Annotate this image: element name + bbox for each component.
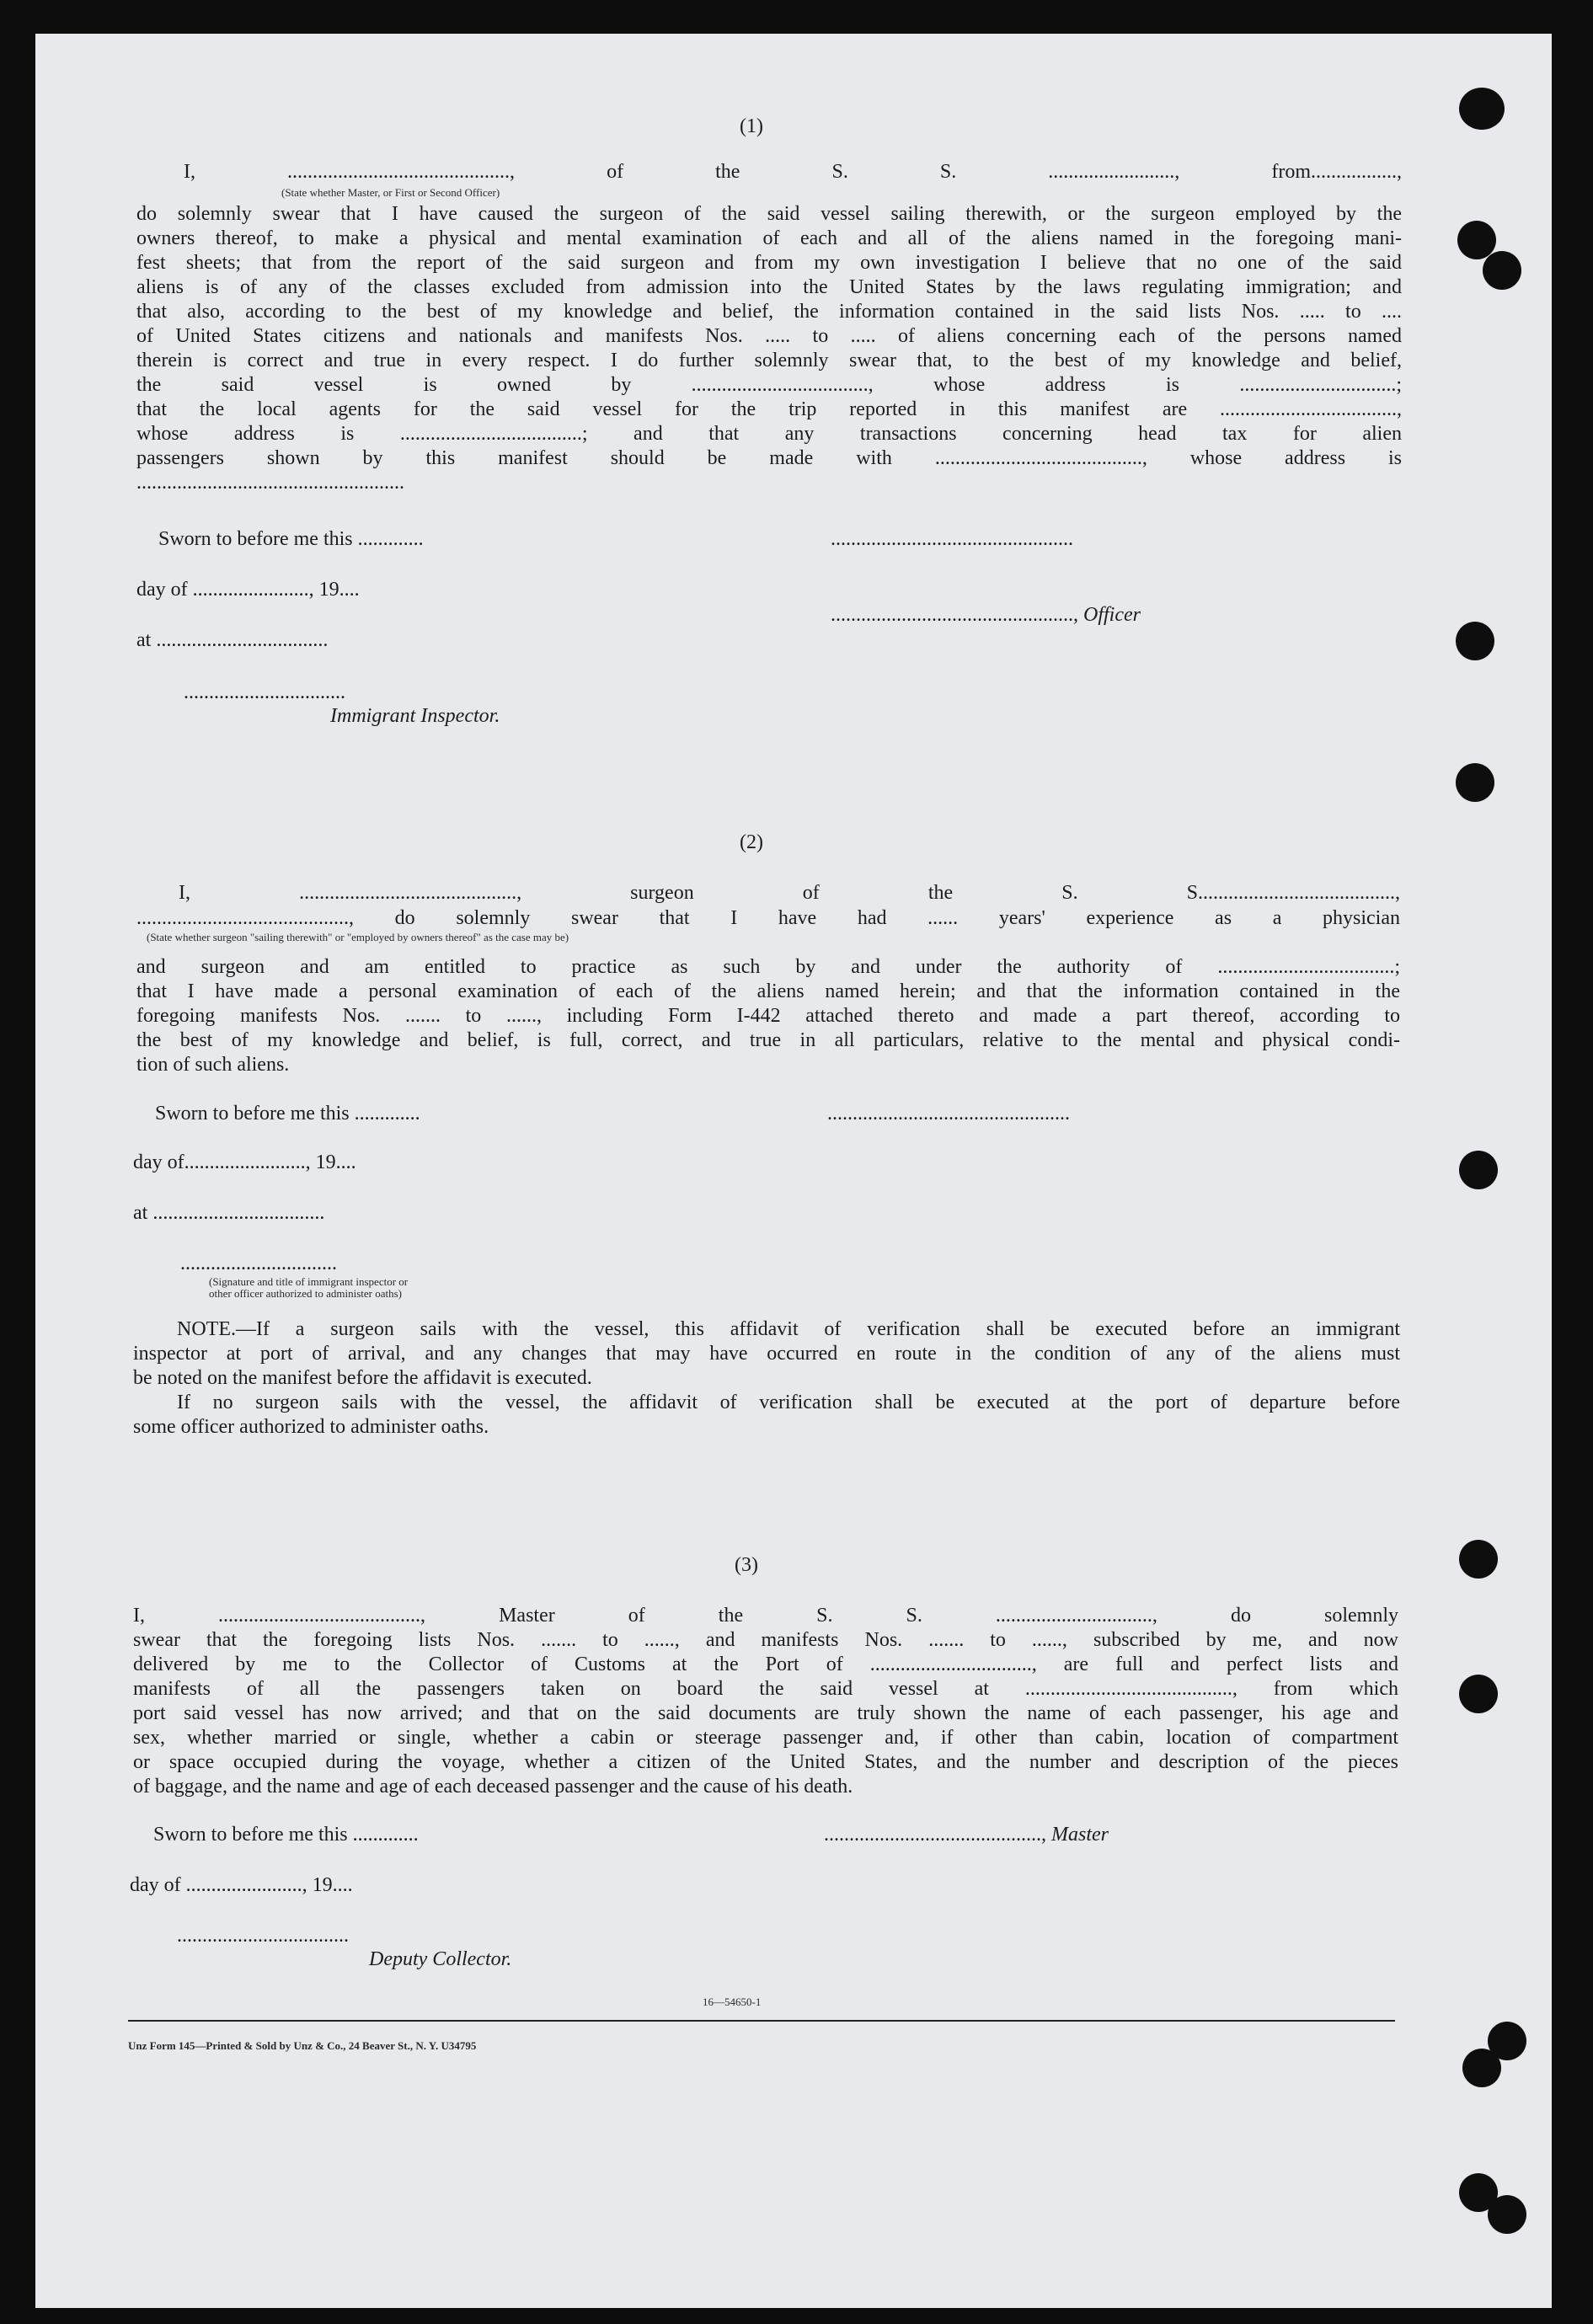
- section-3-master-line: [824, 1823, 1109, 1847]
- section-1-number: (1): [740, 115, 763, 137]
- section-1-sworn-line: Sworn to before me this .............: [158, 528, 424, 550]
- oath-line: the said vessel is owned by ..................................., whose address is ...............................;: [136, 374, 1402, 396]
- oath-line: foregoing manifests Nos. ....... to ......, including Form I-442 attached thereto and made a part thereof, according to: [136, 1005, 1400, 1027]
- section-1-at-line: at ..................................: [136, 629, 329, 651]
- section-2-surgeon-line: I, ..........................................., surgeon of the S. S.......................................,: [179, 882, 1400, 904]
- oath-line: swear that the foregoing lists Nos. ....... to ......, and manifests Nos. ....... to ......, subscribed by me, and now: [133, 1629, 1398, 1651]
- oath-line: sex, whether married or single, whether a cabin or steerage passenger and, if other than cabin, location of compartment: [133, 1727, 1398, 1749]
- footer-rule: [128, 2020, 1395, 2022]
- punch-hole: [1456, 763, 1494, 802]
- punch-hole: [1459, 88, 1505, 130]
- note-line: some officer authorized to administer oaths.: [133, 1416, 489, 1438]
- oath-line: or space occupied during the voyage, whether a citizen of the United States, and the number and description of the pieces: [133, 1751, 1398, 1773]
- oath-line: passengers shown by this manifest should be made with ........................................., whose address is: [136, 447, 1402, 469]
- officer-dots: ................................................,: [831, 604, 1083, 626]
- oath-line: manifests of all the passengers taken on board the said vessel at ........................................., from which: [133, 1678, 1398, 1700]
- oath-line: tion of such aliens.: [136, 1054, 290, 1076]
- section-2-sworn-line: Sworn to before me this .............: [155, 1103, 420, 1125]
- oath-line: delivered by me to the Collector of Customs at the Port of ................................, are full and perfect lists and: [133, 1654, 1398, 1675]
- oath-line: owners thereof, to make a physical and mental examination of each and all of the aliens named in the foregoing mani-: [136, 227, 1402, 249]
- section-1-officer-line: [831, 603, 1141, 628]
- note-line: be noted on the manifest before the affidavit is executed.: [133, 1367, 592, 1389]
- section-1-master-line: I, ............................................, of the S. S. ........................., from.................,: [184, 161, 1402, 183]
- section-2-surgeon-signature-line: ................................................: [827, 1103, 1070, 1125]
- punch-hole: [1456, 622, 1494, 660]
- note-line: If no surgeon sails with the vessel, the affidavit of verification shall be executed at the port of departure before: [177, 1392, 1400, 1413]
- section-2-signature-note: (Signature and title of immigrant inspector or: [209, 1275, 409, 1288]
- oath-line: whose address is ....................................; and that any transactions concerning head tax for alien: [136, 423, 1402, 445]
- section-1-inspector-label: Immigrant Inspector.: [330, 705, 500, 727]
- oath-line: fest sheets; that from the report of the said surgeon and from my own investigation I believe that no one of the said: [136, 252, 1402, 274]
- master-dots: ...........................................,: [824, 1824, 1051, 1846]
- section-1-officer-signature-line: ................................................: [831, 528, 1073, 550]
- section-2-day-line: day of........................, 19....: [133, 1151, 356, 1173]
- oath-line: and surgeon and am entitled to practice as such by and under the authority of ...................................;: [136, 956, 1400, 978]
- section-1-inspector-signature-line: ................................: [184, 681, 345, 703]
- punch-hole: [1459, 1675, 1498, 1713]
- section-2-at-line: at ..................................: [133, 1202, 325, 1224]
- oath-line: I, ........................................, Master of the S. S. ..............................., do solemnly: [133, 1605, 1398, 1627]
- oath-line: port said vessel has now arrived; and that on the said documents are truly shown the name of each passenger, his age and: [133, 1702, 1398, 1724]
- section-2-surgeon-note: (State whether surgeon "sailing therewith" or "employed by owners thereof" as the case may be): [147, 931, 569, 943]
- oath-line: the best of my knowledge and belief, is full, correct, and true in all particulars, relative to the mental and physical condi-: [136, 1029, 1400, 1051]
- oath-line: that I have made a personal examination of each of the aliens named herein; and that the information contained in the: [136, 980, 1400, 1002]
- section-3-number: (3): [735, 1554, 758, 1576]
- section-3-day-line: day of ......................., 19....: [130, 1874, 353, 1896]
- section-3-sworn-line: Sworn to before me this .............: [153, 1824, 419, 1846]
- officer-label: Officer: [1083, 604, 1141, 626]
- section-2-signature-note: other officer authorized to administer oaths): [209, 1287, 402, 1300]
- master-label: Master: [1051, 1824, 1109, 1846]
- form-page: [35, 34, 1552, 2308]
- section-2-inspector-signature-line: ...............................: [180, 1253, 337, 1274]
- punch-hole: [1459, 1151, 1498, 1189]
- oath-line: therein is correct and true in every respect. I do further solemnly swear that, to the best of my knowledge and belief,: [136, 350, 1402, 371]
- note-line: inspector at port of arrival, and any changes that may have occurred en route in the condition of any of the aliens must: [133, 1343, 1400, 1365]
- oath-line: do solemnly swear that I have caused the surgeon of the said vessel sailing therewith, or the surgeon employed by the: [136, 203, 1402, 225]
- section-2-experience-line: .........................................., do solemnly swear that I have had ...... years' experience as a physician: [136, 907, 1400, 929]
- section-3-collector-label: Deputy Collector.: [369, 1948, 512, 1970]
- oath-line: aliens is of any of the classes excluded from admission into the United States by the laws regulating immigration; and: [136, 276, 1402, 298]
- punch-hole: [1483, 251, 1521, 290]
- section-2-number: (2): [740, 831, 763, 853]
- printer-footer: Unz Form 145—Printed & Sold by Unz & Co., 24 Beaver St., N. Y. U34795: [128, 2039, 477, 2052]
- oath-line: .....................................................: [136, 472, 404, 494]
- section-1-officer-note: (State whether Master, or First or Second Officer): [281, 186, 500, 199]
- section-1-day-line: day of ......................., 19....: [136, 579, 360, 601]
- oath-line: of United States citizens and nationals and manifests Nos. ..... to ..... of aliens concerning each of the persons named: [136, 325, 1402, 347]
- note-line: NOTE.—If a surgeon sails with the vessel, this affidavit of verification shall be executed before an immigrant: [177, 1318, 1400, 1340]
- punch-hole: [1488, 2195, 1526, 2234]
- section-3-collector-signature-line: ..................................: [177, 1925, 349, 1947]
- punch-hole: [1459, 1540, 1498, 1579]
- oath-line: that the local agents for the said vessel for the trip reported in this manifest are ...................................,: [136, 398, 1402, 420]
- oath-line: of baggage, and the name and age of each deceased passenger and the cause of his death.: [133, 1776, 853, 1798]
- form-number: 16—54650-1: [703, 1995, 762, 2008]
- punch-hole: [1462, 2049, 1501, 2087]
- oath-line: that also, according to the best of my knowledge and belief, the information contained in the said lists Nos. ..... to ....: [136, 301, 1402, 323]
